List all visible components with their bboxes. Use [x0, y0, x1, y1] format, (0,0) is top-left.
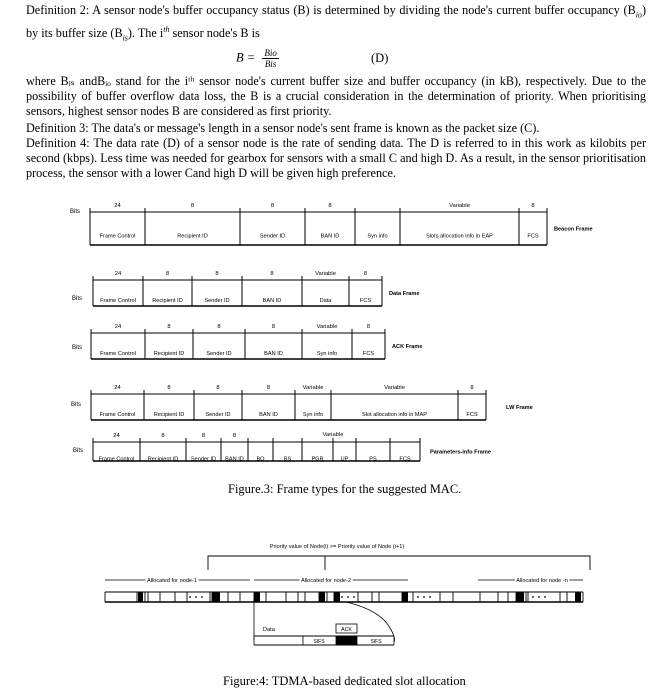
field-label: BAN ID: [320, 233, 340, 240]
field-label: PGR: [311, 456, 324, 463]
field-label: Frame Control: [98, 456, 135, 463]
field-bits: 8: [167, 324, 171, 330]
field-bits: 8: [366, 324, 371, 330]
field-bits: 24: [114, 203, 121, 209]
ellipsis-dot: [538, 596, 540, 598]
field-label: BAN ID: [225, 456, 244, 463]
field-bits: 24: [114, 385, 121, 391]
field-bits-variable: Variable: [322, 432, 344, 438]
slot-marker: [575, 592, 581, 602]
field-label: BAN ID: [264, 351, 283, 357]
def2-part-a: Definition 2: A sensor node's buffer occupancy status (B) is determined by dividing the node's current buffer occupancy (B: [26, 3, 636, 17]
field-bits: 8: [363, 271, 368, 277]
field-label: Data: [319, 298, 332, 304]
ellipsis-dot: [347, 596, 349, 598]
field-bits: 24: [114, 271, 122, 277]
ellipsis-dot: [341, 596, 343, 598]
field-label: FCS: [359, 298, 372, 304]
field-bits: 24: [114, 324, 122, 330]
ellipsis-dot: [532, 596, 534, 598]
field-label: Slots allocation info in EAP: [426, 233, 493, 240]
bits-label: Bits: [72, 345, 83, 351]
field-label: FCS: [466, 412, 478, 418]
bits-label: Bits: [72, 296, 83, 302]
frame-lw-frame: [71, 385, 533, 420]
frame-name: Parameters-info Frame: [430, 449, 491, 456]
def2-sub-io: io: [635, 10, 642, 20]
alloc-n-label: Allocated for node -n: [516, 578, 568, 584]
field-bits: 8: [270, 271, 274, 277]
frame-name: Beacon Frame: [554, 226, 593, 233]
field-label: Sender ID: [204, 298, 230, 304]
equation-denominator: Bis: [264, 59, 277, 69]
field-label: Frame Control: [99, 233, 136, 240]
def2-part-c: ) by its buffer size (B: [26, 3, 646, 41]
field-label: Syn info: [302, 412, 324, 418]
frame-parameters-info-frame: [73, 432, 491, 463]
where-paragraph: where Bᵢₛ andBᵢₒ stand for the iᵗʰ sensor node's current buffer size and buffer occupancy (in kB), respectively. Due to the possibility of buffer overflow data loss, the B is a crucial consideration in the determination of priority. When prioritising sensors, highest sensor nodes B are considered as first priority.: [26, 74, 646, 118]
sifs-1-label: SIFS: [313, 639, 325, 645]
ellipsis-dot: [417, 596, 419, 598]
field-bits: 8: [232, 433, 237, 439]
bits-label: Bits: [71, 402, 82, 408]
field-bits: 8: [215, 271, 219, 277]
field-bits: 8: [216, 385, 220, 391]
field-bits: 8: [266, 385, 271, 391]
alloc-1-label: Allocated for node-1: [146, 578, 198, 584]
field-label: Recipient ID: [147, 456, 179, 463]
field-label: BAN ID: [259, 412, 278, 418]
field-label: FCS: [527, 233, 539, 240]
field-label: UP: [340, 456, 349, 463]
definition-4-paragraph: Definition 4: The data rate (D) of a sensor node is the rate of sending data. The D is referred to in this work as kilobits per second (kbps). Less time was needed for gearbox for sensors with a small C and high D. As a result, in the sensor prioritisation process, the sensor with a lower Cand high D will be given high preference.: [26, 136, 646, 180]
sifs-2-label: SIFS: [370, 639, 382, 645]
field-label: Syn info: [367, 233, 388, 240]
slot-marker: [254, 592, 260, 602]
frame-data-frame: [72, 271, 419, 306]
field-label: PS: [369, 456, 377, 463]
alloc-2-label: Allocated for node-2: [300, 578, 352, 584]
equation-numerator: Bio: [264, 48, 277, 58]
frame-beacon-frame: [70, 203, 593, 245]
field-bits: 8: [167, 385, 171, 391]
ellipsis-dot: [429, 596, 431, 598]
def2-part-e: ). The i: [127, 26, 164, 41]
priority-bracket: [208, 556, 590, 570]
field-label: Frame Control: [100, 298, 136, 304]
ellipsis-dot: [189, 596, 191, 598]
slot-marker: [334, 592, 340, 602]
field-label: Recipient ID: [153, 351, 185, 357]
field-label: Frame Control: [99, 412, 136, 418]
bits-label: Bits: [73, 448, 84, 454]
ellipsis-dot: [201, 596, 203, 598]
slot-marker: [516, 592, 524, 602]
field-label: Recipient ID: [152, 298, 183, 304]
slot-marker: [319, 592, 325, 602]
def2-sub-is: is: [122, 33, 128, 43]
frame-name: LW Frame: [506, 405, 533, 411]
field-label: Recipient ID: [153, 412, 185, 418]
field-bits: 8: [201, 433, 206, 439]
field-bits: 8: [271, 324, 276, 330]
bits-label: Bits: [70, 209, 81, 215]
data-label: Data: [263, 627, 275, 633]
ack-label: ACK: [341, 627, 352, 633]
field-label: Syn info: [316, 351, 338, 357]
figure-3-frame-types: [70, 203, 593, 463]
field-label: Sender ID: [259, 233, 286, 240]
ellipsis-dot: [353, 596, 355, 598]
field-label: BAN ID: [262, 298, 282, 304]
field-bits: 8: [161, 433, 165, 439]
field-bits: 8: [270, 203, 275, 209]
equation-lhs: B =: [236, 50, 256, 65]
field-bits: 24: [113, 433, 120, 439]
ellipsis-dot: [423, 596, 425, 598]
field-bits: Variable: [316, 324, 338, 330]
def2-part-g: sensor node's B is: [169, 26, 260, 41]
slot-marker: [138, 592, 143, 602]
expanded-marker: [336, 636, 357, 645]
field-label: BO: [256, 456, 265, 463]
figure-4-tdma-slot-allocation: [105, 544, 590, 645]
field-label: FCS: [399, 456, 411, 463]
field-label: FCS: [362, 351, 375, 357]
field-bits: 8: [165, 271, 170, 277]
priority-text: Priority value of Node(i) >= Priority value of Node (i+1): [269, 544, 405, 550]
ellipsis-dot: [195, 596, 197, 598]
field-bits: 8: [531, 203, 535, 209]
field-label: Slot allocation info in MAP: [362, 412, 427, 418]
field-bits: Variable: [315, 271, 336, 277]
frame-name: ACK Frame: [392, 344, 423, 350]
definition-3-paragraph: Definition 3: The data's or message's length in a sensor node's sent frame is known as the packet size (C).: [26, 121, 540, 135]
field-bits: Variable: [384, 385, 405, 391]
field-bits: 8: [470, 385, 474, 391]
ellipsis-dot: [544, 596, 546, 598]
field-label: Recipient ID: [177, 233, 208, 240]
def2-sup-th: th: [163, 25, 170, 35]
field-bits: 8: [190, 203, 195, 209]
field-label: Sender ID: [190, 456, 217, 463]
field-bits: Variable: [302, 385, 324, 391]
field-label: Sender ID: [206, 351, 232, 357]
figure-3-caption: Figure.3: Frame types for the suggested MAC.: [228, 482, 462, 496]
field-label: BS: [283, 456, 292, 463]
field-bits: 8: [328, 203, 332, 209]
field-label: Frame Control: [100, 351, 136, 357]
slot-marker: [402, 592, 408, 602]
slot-marker: [212, 592, 220, 602]
field-label: Sender ID: [205, 412, 231, 418]
frame-name: Data Frame: [389, 291, 420, 297]
frame-ack-frame: [72, 324, 422, 359]
equation-label: (D): [371, 51, 389, 65]
field-bits: Variable: [449, 203, 470, 209]
field-bits: 8: [217, 324, 221, 330]
figure-4-caption: Figure:4: TDMA-based dedicated slot allocation: [223, 674, 466, 688]
